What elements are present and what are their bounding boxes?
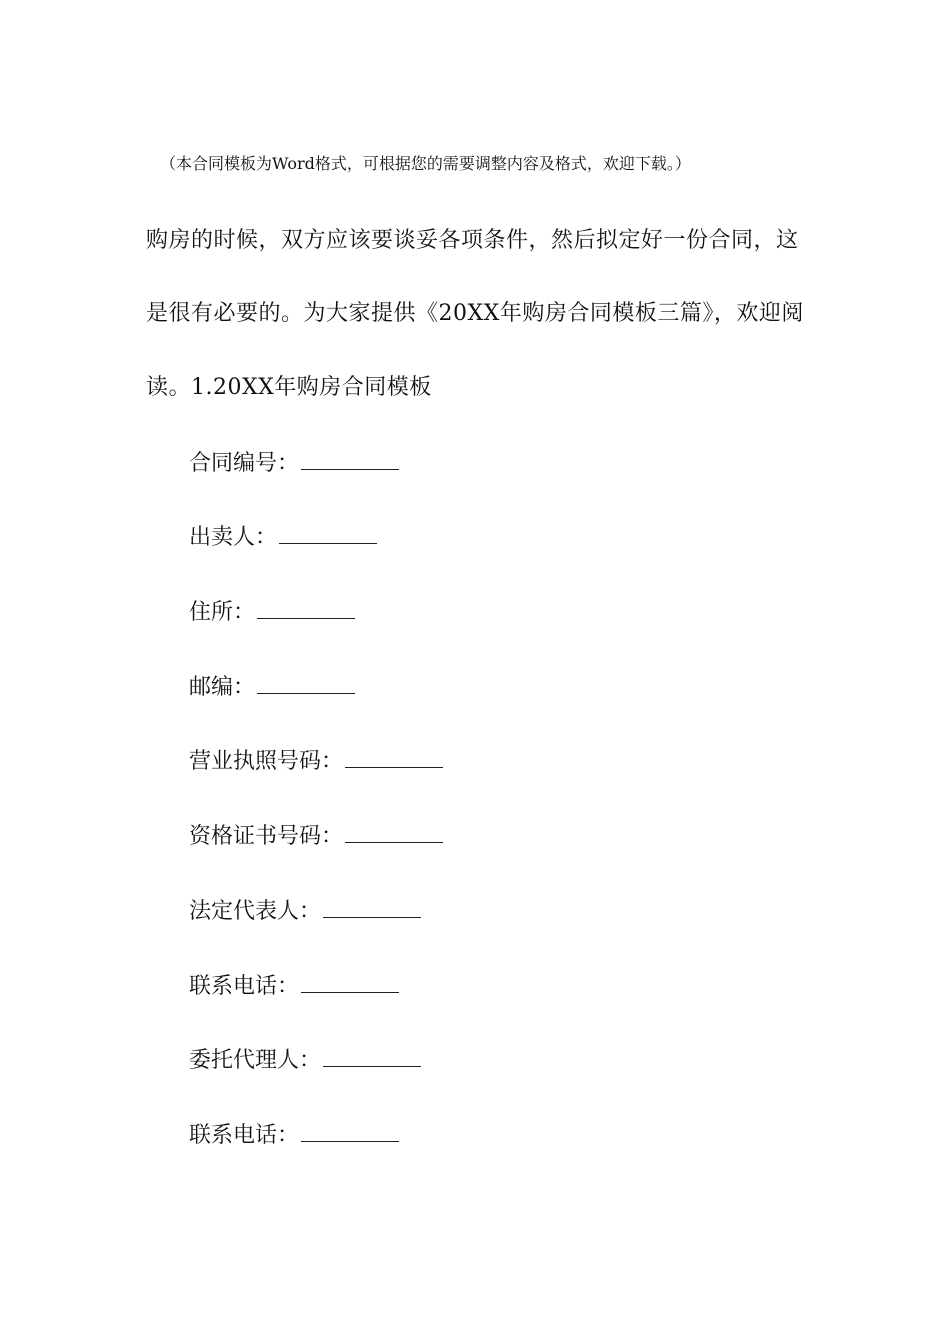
field-phone-1 — [189, 972, 399, 1002]
field-label: 联系电话： — [189, 1123, 300, 1148]
field-seller — [189, 523, 377, 553]
intro-line-2: 是很有必要的。为大家提供《20XX年购房合同模板三篇》，欢迎阅 — [146, 301, 804, 326]
fill-in-blank — [345, 749, 443, 768]
fill-in-blank — [323, 1048, 421, 1067]
fill-in-blank — [257, 600, 355, 619]
field-qualification-cert — [189, 822, 443, 852]
field-label: 出卖人： — [189, 525, 278, 550]
field-label: 邮编： — [189, 675, 256, 700]
fill-in-blank — [301, 1123, 399, 1142]
template-note: （本合同模板为Word格式，可根据您的需要调整内容及格式，欢迎下载。） — [160, 154, 691, 173]
field-label: 联系电话： — [189, 974, 300, 999]
fill-in-blank — [323, 899, 421, 918]
fill-in-blank — [345, 824, 443, 843]
field-label: 资格证书号码： — [189, 824, 344, 849]
fill-in-blank — [279, 525, 377, 544]
field-business-license — [189, 747, 443, 777]
field-label: 营业执照号码： — [189, 749, 344, 774]
fill-in-blank — [301, 974, 399, 993]
field-label: 住所： — [189, 600, 256, 625]
field-phone-2 — [189, 1121, 399, 1151]
field-postcode — [189, 673, 355, 703]
field-legal-representative — [189, 897, 421, 927]
intro-line-1: 购房的时候，双方应该要谈妥各项条件，然后拟定好一份合同，这 — [146, 228, 799, 253]
field-label: 合同编号： — [189, 451, 300, 476]
fill-in-blank — [301, 451, 399, 470]
field-authorized-agent — [189, 1046, 421, 1076]
field-label: 法定代表人： — [189, 899, 322, 924]
intro-line-3: 读。1.20XX年购房合同模板 — [146, 375, 432, 400]
field-label: 委托代理人： — [189, 1048, 322, 1073]
field-contract-number — [189, 449, 399, 479]
field-address — [189, 598, 355, 628]
fill-in-blank — [257, 675, 355, 694]
